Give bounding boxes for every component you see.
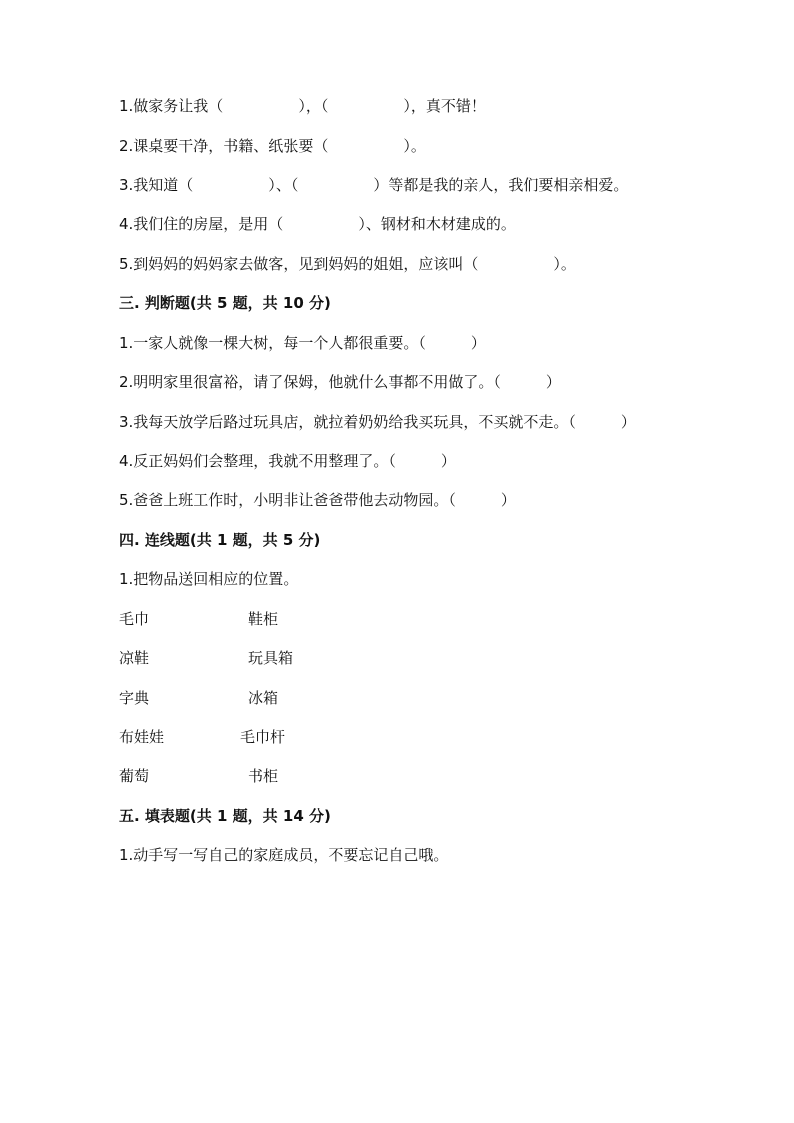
- matching-left-item: 布娃娃: [119, 728, 165, 746]
- matching-right-item: 书柜: [248, 767, 279, 785]
- judge-item-3: 3.我每天放学后路过玩具店，就拉着奶奶给我买玩具，不买就不走。（ ）: [119, 413, 636, 431]
- matching-right-item: 玩具箱: [248, 649, 294, 667]
- section-heading-matching: 四. 连线题(共 1 题，共 5 分): [119, 531, 321, 549]
- matching-right-item: 冰箱: [248, 689, 279, 707]
- judge-item-5: 5.爸爸上班工作时，小明非让爸爸带他去动物园。（ ）: [119, 491, 516, 509]
- section-heading-table-fill: 五. 填表题(共 1 题，共 14 分): [119, 807, 331, 825]
- fill-blank-item-1: 1.做家务让我（ ），（ ），真不错！: [119, 97, 486, 115]
- matching-left-item: 葡萄: [119, 767, 150, 785]
- matching-question: 1.把物品送回相应的位置。: [119, 570, 299, 588]
- matching-left-item: 凉鞋: [119, 649, 150, 667]
- matching-right-item: 鞋柜: [248, 610, 279, 628]
- matching-right-item: 毛巾杆: [240, 728, 286, 746]
- judge-item-2: 2.明明家里很富裕，请了保姆，他就什么事都不用做了。（ ）: [119, 373, 561, 391]
- matching-left-item: 毛巾: [119, 610, 150, 628]
- fill-blank-item-4: 4.我们住的房屋，是用（ ）、钢材和木材建成的。: [119, 215, 516, 233]
- section-heading-judge: 三. 判断题(共 5 题，共 10 分): [119, 294, 331, 312]
- matching-left-item: 字典: [119, 689, 150, 707]
- judge-item-4: 4.反正妈妈们会整理，我就不用整理了。（ ）: [119, 452, 456, 470]
- fill-blank-item-5: 5.到妈妈的妈妈家去做客，见到妈妈的姐姐，应该叫（ ）。: [119, 255, 576, 273]
- table-fill-question: 1.动手写一写自己的家庭成员，不要忘记自己哦。: [119, 846, 449, 864]
- fill-blank-item-3: 3.我知道（ ）、（ ）等都是我的亲人，我们要相亲相爱。: [119, 176, 629, 194]
- judge-item-1: 1.一家人就像一棵大树，每一个人都很重要。（ ）: [119, 334, 486, 352]
- fill-blank-item-2: 2.课桌要干净，书籍、纸张要（ ）。: [119, 137, 426, 155]
